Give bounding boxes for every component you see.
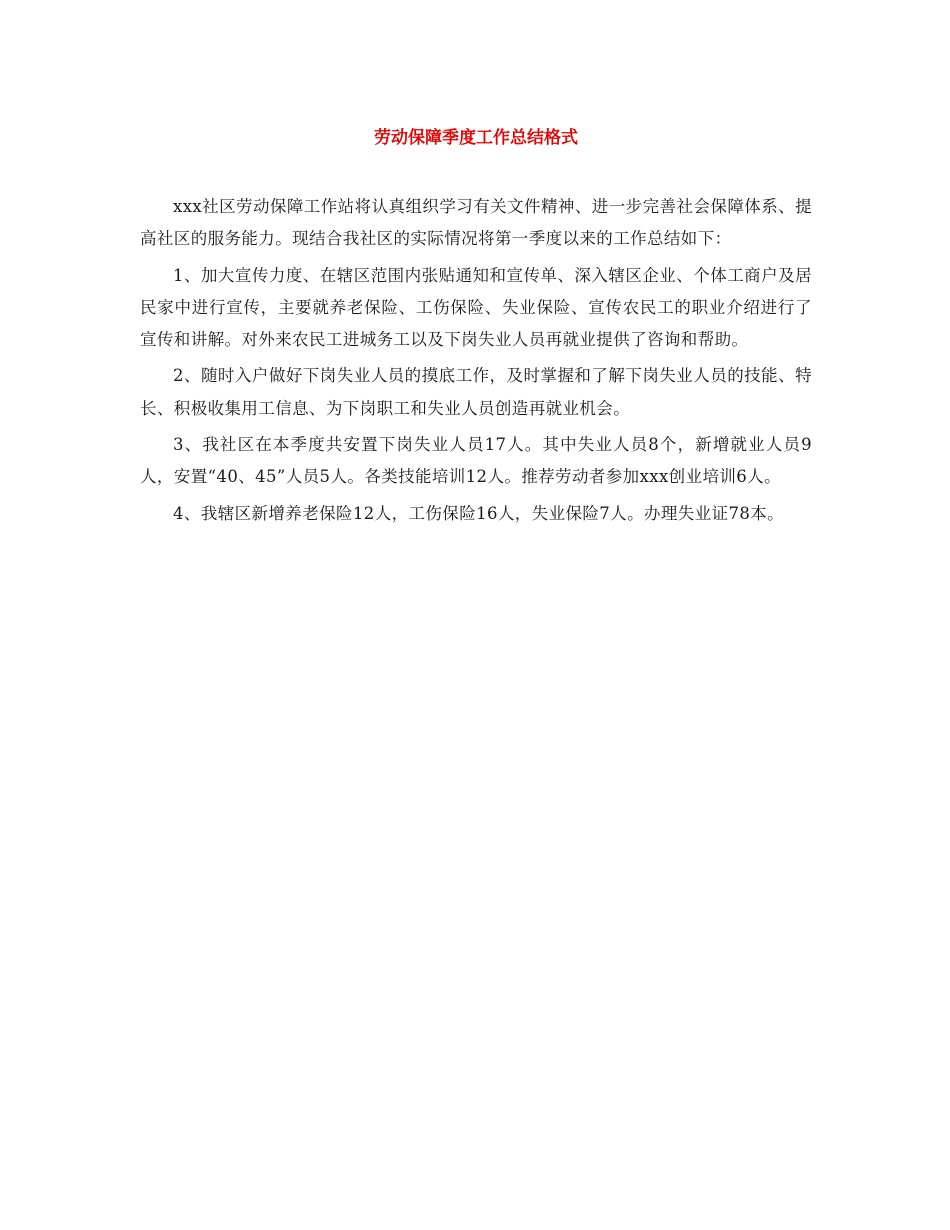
intro-paragraph: xxx社区劳动保障工作站将认真组织学习有关文件精神、进一步完善社会保障体系、提高社区的服务能力。现结合我社区的实际情况将第一季度以来的工作总结如下： [140,197,812,249]
paragraph-item-1: 1、加大宣传力度、在辖区范围内张贴通知和宣传单、深入辖区企业、个体工商户及居民家中进行宣传，主要就养老保险、工伤保险、失业保险、宣传农民工的职业介绍进行了宣传和讲解。对外来农民工进城务工以及下岗失业人员再就业提供了咨询和帮助。 [140,265,812,350]
paragraph-item-3: 3、我社区在本季度共安置下岗失业人员17人。其中失业人员8个，新增就业人员9人，安置“40、45”人员5人。各类技能培训12人。推荐劳动者参加xxx创业培训6人。 [140,435,812,487]
paragraph-item-4: 4、我辖区新增养老保险12人，工伤保险16人，失业保险7人。办理失业证78本。 [173,503,785,523]
document-title: 劳动保障季度工作总结格式 [374,128,578,148]
document-body [140,191,812,534]
paragraph-item-2: 2、随时入户做好下岗失业人员的摸底工作，及时掌握和了解下岗失业人员的技能、特长、积极收集用工信息、为下岗职工和失业人员创造再就业机会。 [140,366,812,418]
